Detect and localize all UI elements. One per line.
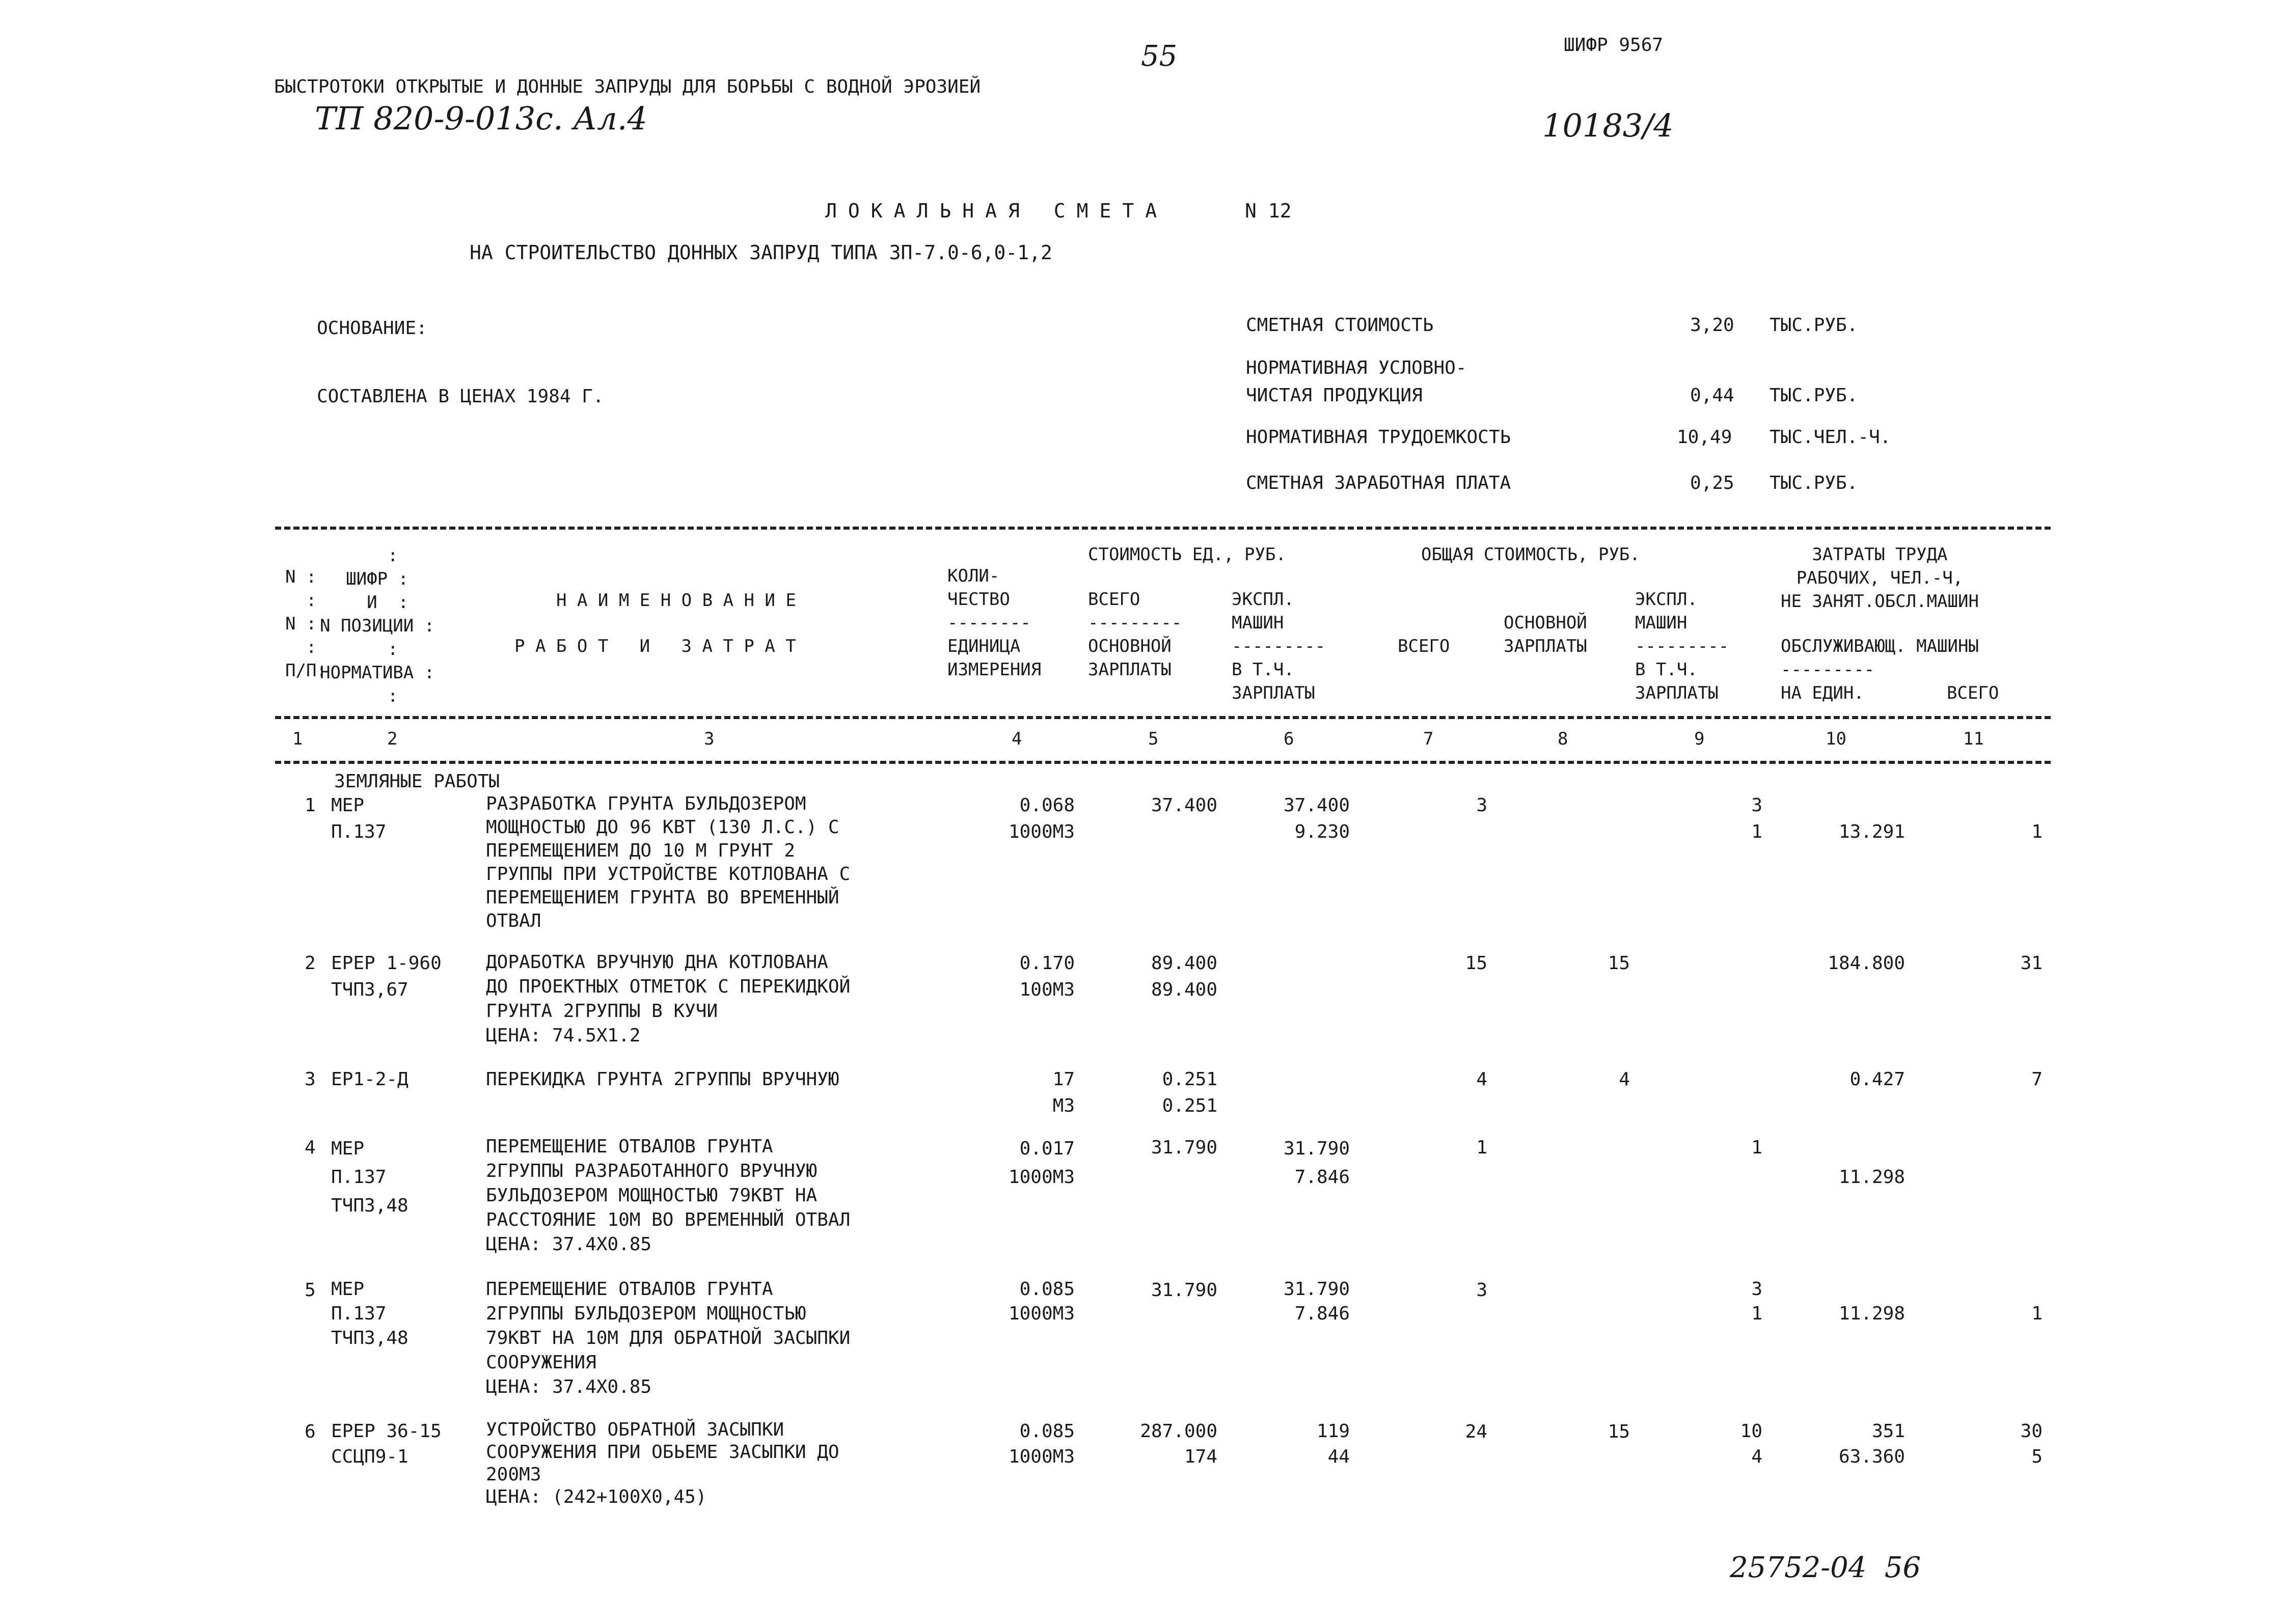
row-code: МЕР П.137 ТЧПЗ,48 xyxy=(331,1138,409,1216)
header-col-3b: Р А Б О Т И З А Т Р А Т xyxy=(514,636,796,656)
osnovanie-label: ОСНОВАНИЕ: xyxy=(317,318,427,339)
row-labor-total: 31 xyxy=(2020,953,2043,974)
row-labor-unit: 13.291 xyxy=(1838,821,1905,842)
row-total: 4 xyxy=(1476,1069,1487,1090)
info-value-4: 0,25 xyxy=(1690,473,1734,493)
handwritten-footer: 25752-04 56 xyxy=(1730,1551,1921,1584)
estimate-title: ЛОКАЛЬНАЯ СМЕТА xyxy=(825,200,1168,222)
col-num-7: 7 xyxy=(1423,729,1434,749)
row-unit-machines: 31.790 7.846 xyxy=(1283,1279,1350,1324)
row-total: 3 xyxy=(1476,795,1487,816)
info-label-3: НОРМАТИВНАЯ ТРУДОЕМКОСТЬ xyxy=(1246,427,1511,448)
table-rule-bottom xyxy=(275,761,2051,764)
header-col-10: ОБСЛУЖИВАЮЩ. МАШИНЫ --------- НА ЕДИН. xyxy=(1781,636,1979,703)
row-name: ПЕРЕМЕЩЕНИЕ ОТВАЛОВ ГРУНТА 2ГРУППЫ БУЛЬДОЗЕРОМ МОЩНОСТЬЮ 79КВТ НА 10М ДЛЯ ОБРАТНОЙ ЗАСЫПКИ СООРУЖЕНИЯ ЦЕНА: 37.4Х0.85 xyxy=(486,1279,851,1397)
row-total: 3 xyxy=(1476,1280,1487,1301)
row-quantity: 0.085 1000М3 xyxy=(1008,1421,1075,1467)
row-total: 15 xyxy=(1465,953,1487,974)
row-labor-total: 1 xyxy=(2031,1303,2043,1324)
header-col-9: ЭКСПЛ. МАШИН --------- В Т.Ч. ЗАРПЛАТЫ xyxy=(1635,589,1729,703)
col-num-4: 4 xyxy=(1012,729,1022,749)
handwritten-code: ТП 820-9-013с. Ал.4 xyxy=(315,100,647,137)
row-code: МЕР П.137 xyxy=(331,795,387,842)
header-col-79: ОБЩАЯ СТОИМОСТЬ, РУБ. xyxy=(1421,544,1640,565)
project-title: БЫСТРОТОКИ ОТКРЫТЫЕ И ДОННЫЕ ЗАПРУДЫ ДЛЯ БОРЬБЫ С ВОДНОЙ ЭРОЗИЕЙ xyxy=(274,76,981,97)
info-label-4: СМЕТНАЯ ЗАРАБОТНАЯ ПЛАТА xyxy=(1246,473,1511,493)
row-quantity: 0.085 1000М3 xyxy=(1008,1279,1075,1324)
col-num-9: 9 xyxy=(1694,729,1705,749)
row-labor-total: 7 xyxy=(2031,1069,2043,1090)
row-wages: 15 xyxy=(1608,953,1630,974)
row-unit-total: 37.400 xyxy=(1151,795,1217,816)
row-code: ЕРЕР 36-15 ССЦП9-1 xyxy=(331,1421,442,1467)
estimate-number: N 12 xyxy=(1245,200,1292,222)
col-num-1: 1 xyxy=(292,729,303,749)
info-unit-3: ТЫС.ЧЕЛ.-Ч. xyxy=(1770,427,1891,448)
col-num-3: 3 xyxy=(704,729,715,749)
row-unit-total: 31.790 xyxy=(1151,1137,1217,1158)
header-col-6: ЭКСПЛ. МАШИН --------- В Т.Ч. ЗАРПЛАТЫ xyxy=(1232,589,1326,703)
info-label-2b: ЧИСТАЯ ПРОДУКЦИЯ xyxy=(1246,385,1423,406)
row-number: 4 xyxy=(305,1137,316,1158)
row-name: РАЗРАБОТКА ГРУНТА БУЛЬДОЗЕРОМ МОЩНОСТЬЮ ДО 96 КВТ (130 Л.С.) С ПЕРЕМЕЩЕНИЕМ ДО 10 М ГРУНТ 2 ГРУППЫ ПРИ УСТРОЙСТВЕ КОТЛОВАНА С ПЕРЕМЕЩЕНИЕМ ГРУНТА ВО ВРЕМЕННЫЙ ОТВАЛ xyxy=(486,793,851,931)
col-num-11: 11 xyxy=(1963,729,1984,749)
row-code: ЕР1-2-Д xyxy=(331,1069,409,1090)
row-name: УСТРОЙСТВО ОБРАТНОЙ ЗАСЫПКИ СООРУЖЕНИЯ ПРИ ОБЬЕМЕ ЗАСЫПКИ ДО 200М3 ЦЕНА: (242+100Х0,45) xyxy=(486,1419,839,1507)
header-col-56: СТОИМОСТЬ ЕД., РУБ. xyxy=(1088,544,1286,565)
row-labor-total: 1 xyxy=(2031,821,2043,842)
header-col-1: N : : N : : П/П: xyxy=(285,567,327,681)
col-num-6: 6 xyxy=(1284,729,1294,749)
col-num-2: 2 xyxy=(387,729,398,749)
row-labor-unit: 11.298 xyxy=(1838,1303,1905,1324)
header-col-11: ВСЕГО xyxy=(1947,683,1999,703)
info-label-2: НОРМАТИВНАЯ УСЛОВНО- xyxy=(1246,357,1467,378)
header-col-1011: ЗАТРАТЫ ТРУДА РАБОЧИХ, ЧЕЛ.-Ч, НЕ ЗАНЯТ.ОБСЛ.МАШИН xyxy=(1781,544,1979,612)
row-unit-total: 31.790 xyxy=(1151,1280,1217,1301)
row-labor-unit: 0.427 xyxy=(1849,1069,1905,1090)
row-number: 3 xyxy=(305,1069,316,1090)
handwritten-number: 10183/4 xyxy=(1542,107,1674,144)
row-total: 1 xyxy=(1476,1137,1487,1158)
row-name: ДОРАБОТКА ВРУЧНУЮ ДНА КОТЛОВАНА ДО ПРОЕКТНЫХ ОТМЕТОК С ПЕРЕКИДКОЙ ГРУНТА 2ГРУППЫ В КУЧИ ЦЕНА: 74.5Х1.2 xyxy=(486,952,851,1046)
row-labor-unit: 11.298 xyxy=(1838,1167,1905,1188)
row-labor-total: 30 5 xyxy=(2020,1421,2043,1467)
row-unit-total: 0.251 0.251 xyxy=(1162,1069,1217,1116)
info-unit-2: ТЫС.РУБ. xyxy=(1770,385,1858,406)
info-value-3: 10,49 xyxy=(1677,427,1732,448)
info-value-2: 0,44 xyxy=(1690,385,1734,406)
estimate-subtitle: НА СТРОИТЕЛЬСТВО ДОННЫХ ЗАПРУД ТИПА ЗП-7.0-6,0-1,2 xyxy=(470,241,1052,264)
info-unit-1: ТЫС.РУБ. xyxy=(1770,315,1858,336)
row-unit-total: 89.400 89.400 xyxy=(1151,953,1217,1000)
row-code: МЕР П.137 ТЧПЗ,48 xyxy=(331,1279,409,1348)
row-name: ПЕРЕМЕЩЕНИЕ ОТВАЛОВ ГРУНТА 2ГРУППЫ РАЗРАБОТАННОГО ВРУЧНУЮ БУЛЬДОЗЕРОМ МОЩНОСТЬЮ 79КВТ НА РАССТОЯНИЕ 10М ВО ВРЕМЕННЫЙ ОТВАЛ ЦЕНА: 37.4Х0.85 xyxy=(486,1136,851,1255)
row-unit-machines: 31.790 7.846 xyxy=(1283,1138,1350,1188)
row-unit-total: 287.000 174 xyxy=(1140,1421,1217,1467)
info-label-1: СМЕТНАЯ СТОИМОСТЬ xyxy=(1246,315,1434,336)
row-wages: 4 xyxy=(1619,1069,1630,1090)
header-col-4: КОЛИ- ЧЕСТВО -------- ЕДИНИЦА ИЗМЕРЕНИЯ xyxy=(947,566,1042,680)
row-unit-machines: 119 44 xyxy=(1316,1421,1350,1467)
row-machines: 3 1 xyxy=(1751,795,1762,842)
header-col-3a: Н А И М Е Н О В А Н И Е xyxy=(556,590,796,611)
section-title: ЗЕМЛЯНЫЕ РАБОТЫ xyxy=(334,771,500,792)
row-quantity: 0.017 1000М3 xyxy=(1008,1138,1075,1188)
row-labor-unit: 351 63.360 xyxy=(1838,1421,1905,1467)
row-quantity: 0.170 100М3 xyxy=(1019,953,1075,1000)
info-unit-4: ТЫС.РУБ. xyxy=(1770,473,1858,493)
row-code: ЕРЕР 1-960 ТЧПЗ,67 xyxy=(331,953,442,1000)
col-num-8: 8 xyxy=(1558,729,1568,749)
header-col-5: ВСЕГО --------- ОСНОВНОЙ ЗАРПЛАТЫ xyxy=(1088,589,1182,680)
col-num-5: 5 xyxy=(1148,729,1159,749)
page-number: 55 xyxy=(1141,40,1178,73)
row-unit-machines: 37.400 9.230 xyxy=(1283,795,1350,842)
row-quantity: 17 М3 xyxy=(1052,1069,1075,1116)
info-value-1: 3,20 xyxy=(1690,315,1734,336)
header-col-2: : ШИФР : И : N ПОЗИЦИИ : : НОРМАТИВА : : xyxy=(320,545,435,706)
header-col-7: ВСЕГО xyxy=(1398,636,1450,656)
row-labor-unit: 184.800 xyxy=(1828,953,1905,974)
col-num-10: 10 xyxy=(1826,729,1846,749)
row-number: 1 xyxy=(305,795,316,816)
row-number: 6 xyxy=(305,1421,316,1442)
row-number: 5 xyxy=(305,1280,316,1301)
row-wages: 15 xyxy=(1608,1421,1630,1442)
shifr-label: ШИФР 9567 xyxy=(1564,35,1664,56)
header-col-8: ОСНОВНОЙ ЗАРПЛАТЫ xyxy=(1504,613,1587,656)
row-machines: 10 4 xyxy=(1740,1421,1762,1467)
prices-year-label: СОСТАВЛЕНА В ЦЕНАХ 1984 Г. xyxy=(317,386,604,407)
row-number: 2 xyxy=(305,953,316,974)
row-name: ПЕРЕКИДКА ГРУНТА 2ГРУППЫ ВРУЧНУЮ xyxy=(486,1069,839,1090)
row-machines: 3 1 xyxy=(1751,1279,1762,1324)
row-total: 24 xyxy=(1465,1421,1487,1442)
row-quantity: 0.068 1000М3 xyxy=(1008,795,1075,842)
table-rule-top xyxy=(275,527,2051,530)
table-rule-mid xyxy=(275,716,2051,719)
row-machines: 1 xyxy=(1751,1137,1762,1158)
